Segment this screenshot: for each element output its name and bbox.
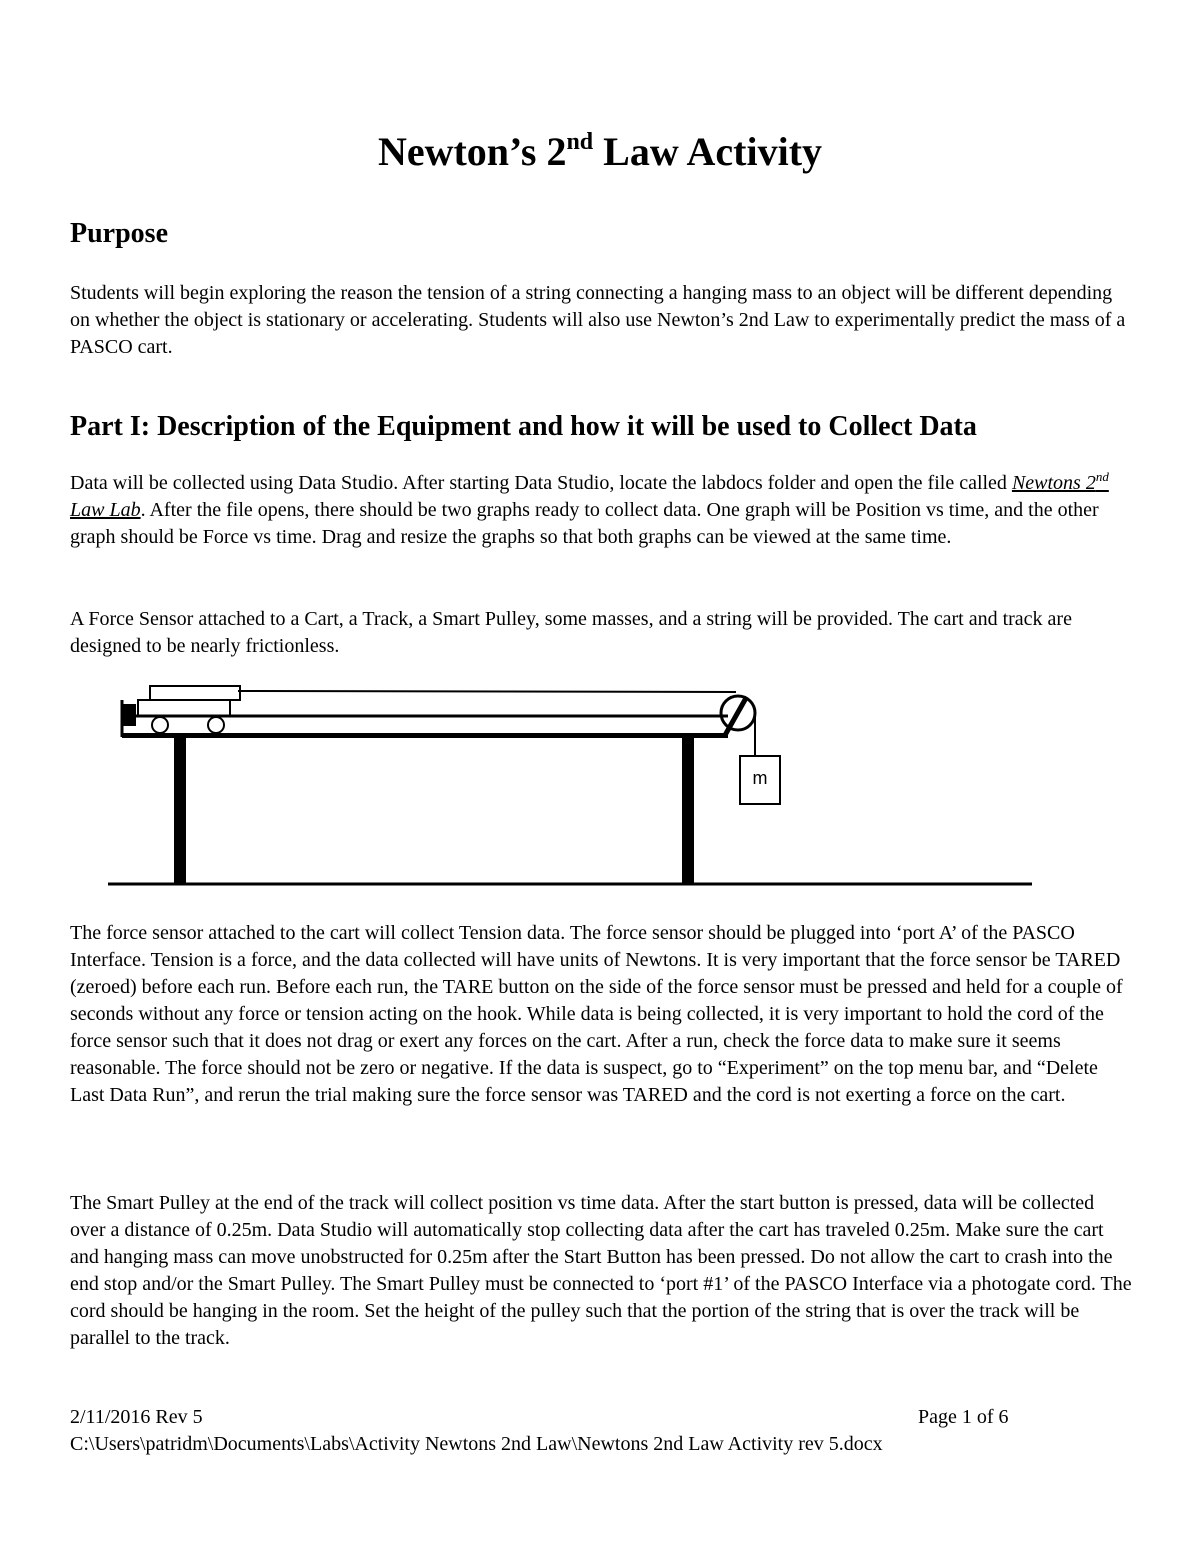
cart-top-block	[150, 686, 240, 700]
table-leg-right	[682, 738, 694, 884]
force-sensor	[122, 704, 136, 726]
cart-wheel-back	[208, 717, 224, 733]
purpose-paragraph: Students will begin exploring the reason the tension of a string connecting a hanging mass to an object will be different depending on whether the object is stationary or accelerating. Students will also use Newton’s 2nd Law to experimentally predict the mass of a PASCO cart.	[70, 282, 1126, 358]
string-horizontal	[238, 691, 736, 692]
lab-file-link-main: Newtons 2	[1011, 472, 1096, 494]
title-main: Newton’s 2	[377, 129, 567, 174]
mass-label: m	[752, 768, 768, 788]
equipment-diagram	[100, 680, 1040, 890]
title-superscript: nd	[566, 129, 594, 155]
track-bed	[122, 733, 728, 738]
footer-file-path: C:\Users\patridm\Documents\Labs\Activity Newtons 2nd Law\Newtons 2nd Law Activity rev 5.docx	[70, 1433, 883, 1455]
purpose-heading: Purpose	[70, 218, 168, 249]
cart-wheel-front	[152, 717, 168, 733]
page-title	[0, 126, 1200, 178]
footer-date: 2/11/2016 Rev 5	[70, 1406, 203, 1428]
title-rest: Law Activity	[593, 129, 823, 174]
paragraph-text: . After the file opens, there should be two graphs ready to collect data. One graph will be Position vs time, and the other graph should be Force vs time. Drag and resize the graphs so that both graphs can be viewed at the same time.	[70, 499, 1099, 548]
part1-paragraph-equipment: A Force Sensor attached to a Cart, a Track, a Smart Pulley, some masses, and a string will be provided. The cart and track are designed to be nearly frictionless.	[70, 608, 1072, 657]
part1-paragraph-datastudio	[70, 470, 1132, 551]
table-leg-left	[174, 738, 186, 884]
lab-file-link-superscript: nd	[1095, 469, 1109, 484]
paragraph-text: Data will be collected using Data Studio. After starting Data Studio, locate the labdocs folder and open the file called	[70, 472, 1012, 494]
lab-file-link-rest: Law Lab	[70, 499, 141, 521]
footer-page-number: Page 1 of 6	[918, 1406, 1009, 1428]
part1-paragraph-force-sensor: The force sensor attached to the cart will collect Tension data. The force sensor should be plugged into ‘port A’ of the PASCO Interface. Tension is a force, and the data collected will have units of Newtons. It is very important that the force sensor be TARED (zeroed) before each run. Before each run, the TARE button on the side of the force sensor must be pressed and held for a couple of seconds without any force or tension acting on the hook. While data is being collected, it is very important to hold the cord of the force sensor such that it does not drag or exert any forces on the cart. After a run, check the force data to make sure it seems reasonable. The force should not be zero or negative. If the data is suspect, go to “Experiment” on the top menu bar, and “Delete Last Data Run”, and rerun the trial making sure the force sensor was TARED and the cord is not exerting a force on the cart.	[70, 922, 1123, 1106]
part1-heading: Part I: Description of the Equipment and how it will be used to Collect Data	[70, 411, 977, 442]
part1-paragraph-smart-pulley: The Smart Pulley at the end of the track will collect position vs time data. After the start button is pressed, data will be collected over a distance of 0.25m. Data Studio will automatically stop collecting data after the cart has traveled 0.25m. Make sure the cart and hanging mass can move unobstructed for 0.25m after the Start Button has been pressed. Do not allow the cart to crash into the end stop and/or the Smart Pulley. The Smart Pulley must be connected to ‘port #1’ of the PASCO Interface via a photogate cord. The cord should be hanging in the room. Set the height of the pulley such that the portion of the string that is over the track will be parallel to the track.	[70, 1192, 1132, 1349]
cart-body	[138, 700, 230, 716]
